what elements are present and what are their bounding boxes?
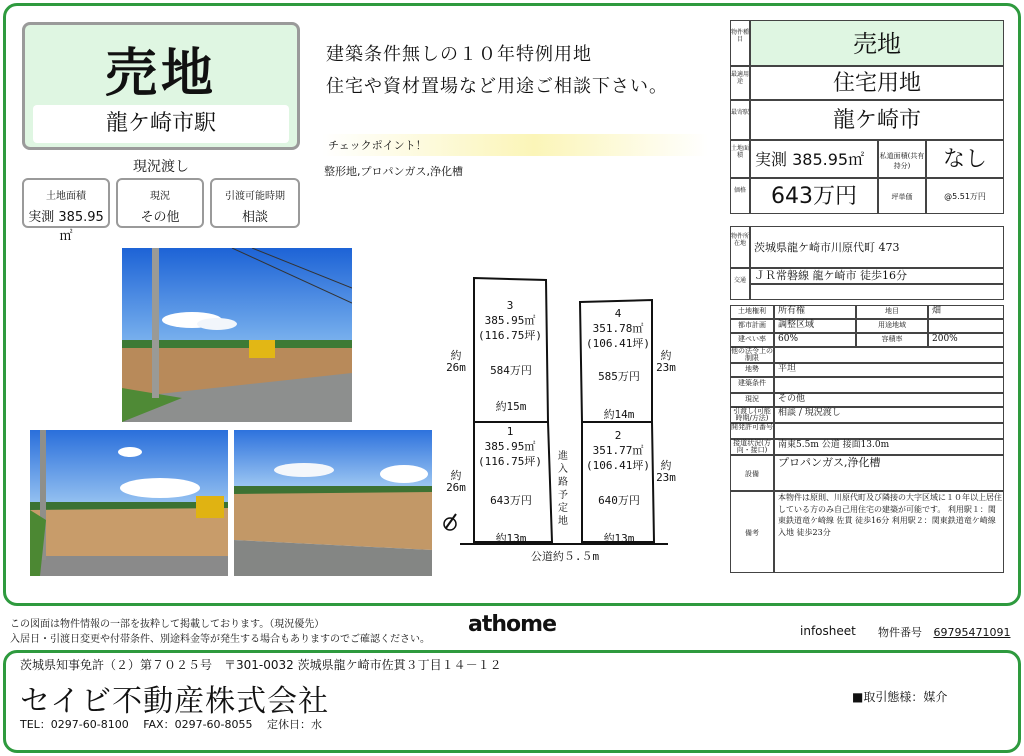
status-detail-value: その他	[774, 393, 1004, 407]
lot-2-area: 351.77㎡	[592, 444, 644, 457]
coverage-value: 60%	[774, 333, 856, 347]
summary-area: 実測 385.95㎡	[750, 140, 878, 178]
summary-tsubo-price: @5.51万円	[926, 178, 1004, 214]
site-photo-3	[234, 430, 432, 576]
label-coverage: 建ぺい率	[730, 333, 774, 347]
land-area-value: 実測 385.95㎡	[28, 210, 104, 244]
lot-4-price: 585万円	[598, 370, 640, 383]
label-private-road: 私道面積(共有持分)	[878, 140, 926, 178]
other-law-value	[774, 347, 1004, 363]
development-permit-value	[774, 423, 1004, 439]
status-value: その他	[140, 210, 180, 225]
land-area-box	[22, 178, 110, 244]
far-value: 200%	[928, 333, 1004, 347]
label-city-plan: 都市計画	[730, 319, 774, 333]
infosheet-label: infosheet	[800, 624, 856, 638]
label-land-category: 地目	[856, 305, 928, 319]
lot-1-depth: 約26m	[446, 469, 466, 494]
land-right-value: 所有権	[774, 305, 856, 319]
property-type-title: 売地	[104, 44, 217, 104]
catch-line-1: 建築条件無しの１０年特例用地	[326, 44, 592, 65]
lot-1-label	[470, 424, 550, 469]
label-price: 価格	[730, 178, 750, 214]
lot-1-tsubo: (116.75坪)	[478, 455, 542, 468]
summary-station: 龍ケ崎市	[750, 100, 1004, 140]
delivery-box	[210, 178, 300, 228]
label-road-access: 接道状況(方向・接口)	[730, 439, 774, 455]
company-name: セイビ不動産株式会社	[20, 684, 330, 719]
disclaimer-line-2: 入居日・引渡日変更や付帯条件、別途料金等が発生する場合もありますのでご確認ください。	[10, 634, 430, 645]
label-build-condition: 建築条件	[730, 377, 774, 393]
land-category-value: 畑	[928, 305, 1004, 319]
status-box	[116, 178, 204, 228]
facility-value: プロパンガス,浄化槽	[774, 455, 1004, 491]
city-plan-value: 調整区域	[774, 319, 856, 333]
station-name: 龍ケ崎市駅	[33, 105, 289, 143]
lot-3-label	[470, 298, 550, 343]
lot-2-depth: 約23m	[656, 459, 676, 484]
lot-1-number: 1	[506, 425, 514, 438]
label-facility: 設備	[730, 455, 774, 491]
disclaimer-line-1: この図面は物件情報の一部を抜粋して掲載しております。（現況優先）	[10, 619, 325, 630]
lot-1-width: 約13m	[495, 532, 527, 545]
condition-title: 現況渡し	[133, 159, 189, 175]
contact-info: TEL：0297-60-8100 FAX：0297-60-8055 定休日：水	[20, 718, 323, 731]
property-number	[878, 624, 1010, 640]
traffic-value: ＪＲ常磐線 龍ケ崎市 徒歩16分	[750, 268, 1004, 284]
lot-3-depth: 約26m	[446, 349, 466, 374]
access-road-plan: 進入路予定地	[558, 451, 568, 527]
label-terrain: 地勢	[730, 363, 774, 377]
lot-4-area: 351.78㎡	[592, 322, 644, 335]
zoning-value	[928, 319, 1004, 333]
transaction-type: ■取引態様：媒介	[852, 690, 948, 704]
athome-logo: athome	[468, 612, 556, 637]
label-traffic: 交通	[730, 268, 750, 300]
road-access-value: 南東5.5m 公道 接面13.0m	[774, 439, 1004, 455]
checkpoint-text: 整形地,プロパンガス,浄化槽	[324, 165, 463, 178]
license-info: 茨城県知事免許（２）第７０２５号 〒301-0032 茨城県龍ケ崎市佐貫３丁目１４－１２	[20, 658, 502, 672]
lot-3-tsubo: (116.75坪)	[478, 329, 542, 342]
label-other-law: 他の法令上の制限	[731, 347, 773, 362]
lot-2-tsubo: (106.41坪)	[586, 459, 650, 472]
land-area-label: 土地面積	[46, 191, 86, 202]
build-condition-value	[774, 377, 1004, 393]
summary-private-road: なし	[926, 140, 1004, 178]
label-remarks: 備考	[730, 491, 774, 573]
property-number-value: 69795471091	[933, 626, 1011, 639]
label-land-right: 土地権利	[730, 305, 774, 319]
lot-3-number: 3	[506, 299, 514, 312]
checkpoint-title: チェックポイント！	[328, 139, 427, 152]
lot-2-label	[578, 428, 658, 473]
traffic-blank	[750, 284, 1004, 300]
delivery-value: 相談	[241, 210, 268, 225]
remarks-value: 本物件は原則、川原代町及び隣接の大字区域に１０年以上居住している方のみ自己用住宅の建築が可能です。 利用駅１：関東鉄道竜ケ崎線 佐貫 徒歩16分 利用駅２：関東鉄道竜ケ崎線 入地 徒歩23分	[774, 491, 1004, 573]
summary-price: 643万円	[750, 178, 878, 214]
site-photo-2	[30, 430, 228, 576]
public-road-label: 公道約５.５m	[530, 550, 600, 563]
label-area: 土地面積	[730, 140, 750, 178]
label-station: 最寄駅	[730, 100, 750, 140]
label-delivery: 引渡し(可能時期/方法)	[730, 407, 774, 423]
label-address: 物件所在地	[730, 226, 750, 268]
label-status: 現況	[730, 393, 774, 407]
site-photo-1	[122, 248, 352, 422]
lot-2-number: 2	[614, 429, 622, 442]
label-development-permit: 開発許可番号	[730, 423, 774, 439]
label-tsubo-price: 坪単価	[878, 178, 926, 214]
lot-3-width: 約15m	[495, 400, 527, 413]
label-far: 容積率	[856, 333, 928, 347]
catch-line-2: 住宅や資材置場など用途ご相談下さい。	[326, 76, 668, 97]
address-value: 茨城県龍ケ崎市川原代町 473	[750, 226, 1004, 268]
label-zoning: 用途地域	[856, 319, 928, 333]
lot-2-price: 640万円	[598, 494, 640, 507]
lot-4-number: 4	[614, 307, 622, 320]
lot-1-price: 643万円	[490, 494, 532, 507]
lot-3-price: 584万円	[490, 364, 532, 377]
status-label: 現況	[150, 191, 170, 202]
delivery-label: 引渡可能時期	[225, 191, 285, 202]
summary-use: 住宅用地	[750, 66, 1004, 100]
lot-2-width: 約13m	[603, 532, 635, 545]
lot-1-area: 385.95㎡	[484, 440, 536, 453]
terrain-value: 平坦	[774, 363, 1004, 377]
lot-4-tsubo: (106.41坪)	[586, 337, 650, 350]
property-number-label: 物件番号	[878, 626, 922, 639]
lot-4-width: 約14m	[603, 408, 635, 421]
lot-3-area: 385.95㎡	[484, 314, 536, 327]
property-type-card	[22, 22, 300, 150]
lot-4-label	[578, 306, 658, 351]
lot-4-depth: 約23m	[656, 349, 676, 374]
label-use: 最適用途	[730, 66, 750, 100]
label-type: 物件種目	[730, 20, 750, 66]
delivery-detail-value: 相談 / 現況渡し	[774, 407, 1004, 423]
summary-type: 売地	[750, 20, 1004, 66]
